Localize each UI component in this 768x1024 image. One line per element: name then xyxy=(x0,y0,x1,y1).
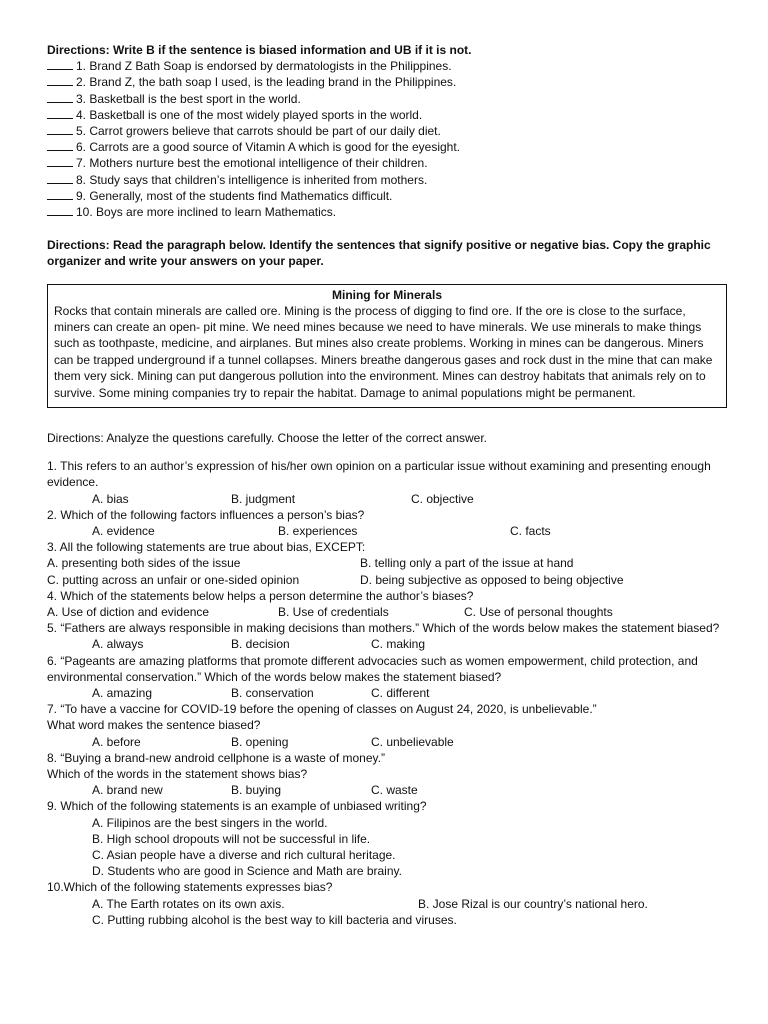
answer-blank xyxy=(47,172,73,184)
section1-items xyxy=(47,58,727,220)
option: D. Students who are good in Science and Math are brainy. xyxy=(92,864,402,879)
option: C. putting across an unfair or one-sided opinion xyxy=(47,572,300,587)
option: A. The Earth rotates on its own axis. xyxy=(92,896,285,911)
question-2: 2. Which of the following factors influences a person’s bias? xyxy=(47,507,365,522)
list-item: 6. Carrots are a good source of Vitamin A which is good for the eyesight. xyxy=(47,139,727,155)
list-item: 9. Generally, most of the students find Mathematics difficult. xyxy=(47,188,727,204)
option: B. Jose Rizal is our country’s national hero. xyxy=(418,896,648,911)
question-8-options xyxy=(47,782,727,798)
option: C. making xyxy=(371,637,426,652)
option: A. evidence xyxy=(92,524,155,539)
question-10-options xyxy=(47,896,727,912)
option: B. High school dropouts will not be successful in life. xyxy=(92,831,371,846)
option: B. judgment xyxy=(231,491,296,506)
question-6-options xyxy=(47,685,727,701)
question-7-prompt: What word makes the sentence biased? xyxy=(47,718,261,733)
answer-blank xyxy=(47,155,73,167)
option: C. different xyxy=(371,686,430,701)
section3-directions: Directions: Analyze the questions carefully. Choose the letter of the correct answer. xyxy=(47,431,488,446)
option: B. experiences xyxy=(278,524,358,539)
question-3-options-2 xyxy=(47,572,727,588)
answer-blank xyxy=(47,123,73,135)
option: C. Use of personal thoughts xyxy=(464,605,613,620)
question-8-prompt: Which of the words in the statement shows bias? xyxy=(47,767,308,782)
option: D. being subjective as opposed to being objective xyxy=(360,572,624,587)
question-5: 5. “Fathers are always responsible in making decisions than mothers.” Which of the words below makes the statement biased? xyxy=(47,621,720,636)
option: C. facts xyxy=(510,524,551,539)
section1-directions: Directions: Write B if the sentence is biased information and UB if it is not. xyxy=(47,43,472,57)
answer-blank xyxy=(47,139,73,151)
question-4-options xyxy=(47,604,727,620)
option: B. decision xyxy=(231,637,290,652)
answer-blank xyxy=(47,74,73,86)
option: B. Use of credentials xyxy=(278,605,389,620)
list-item: 7. Mothers nurture best the emotional intelligence of their children. xyxy=(47,155,727,171)
passage-text: Rocks that contain minerals are called ore. Mining is the process of digging to find ore. If the ore is close to the surface, miners can create an open- pit mine. We need mines because we need to have minerals. We use minerals to make things such as toothpaste, medicine, and airplanes. But mines also create problems. Working in mines can be dangerous. Miners can be trapped underground if a tunnel collapses. Miners breathe dangerous gases and rock dust in the mine that can make them very sick. Mining can put dangerous pollution into the environment. Mines can destroy habitats that animals rely on to survive. Some mining companies try to repair the habitat. Damage to animal populations might be permanent. xyxy=(54,303,713,400)
question-2-options xyxy=(47,523,727,539)
question-6: 6. “Pageants are amazing platforms that promote different advocacies such as women empowerment, child protection, and environmental conservation.” Which of the words below makes the statement biased? xyxy=(47,653,698,684)
question-4: 4. Which of the statements below helps a person determine the author’s biases? xyxy=(47,588,474,603)
list-item: 2. Brand Z, the bath soap I used, is the leading brand in the Philippines. xyxy=(47,74,727,90)
list-item: 5. Carrot growers believe that carrots should be part of our daily diet. xyxy=(47,123,727,139)
option: A. presenting both sides of the issue xyxy=(47,556,241,571)
answer-blank xyxy=(47,91,73,103)
option: A. brand new xyxy=(92,783,163,798)
option: B. telling only a part of the issue at hand xyxy=(360,556,574,571)
worksheet-page xyxy=(47,42,727,928)
passage-title: Mining for Minerals xyxy=(331,287,442,302)
answer-blank xyxy=(47,107,73,119)
option: A. Filipinos are the best singers in the world. xyxy=(92,815,328,830)
answer-blank xyxy=(47,58,73,70)
option: C. Putting rubbing alcohol is the best way to kill bacteria and viruses. xyxy=(92,912,457,927)
list-item: 1. Brand Z Bath Soap is endorsed by dermatologists in the Philippines. xyxy=(47,58,727,74)
question-1: 1. This refers to an author’s expression of his/her own opinion on a particular issue without examining and presenting enough evidence. xyxy=(47,459,711,490)
option: A. always xyxy=(92,637,144,652)
passage-box xyxy=(47,284,727,408)
list-item: 3. Basketball is the best sport in the world. xyxy=(47,91,727,107)
question-7: 7. “To have a vaccine for COVID-19 before the opening of classes on August 24, 2020, is unbelievable.” xyxy=(47,702,597,717)
question-3-options xyxy=(47,555,727,571)
option: A. amazing xyxy=(92,686,153,701)
answer-blank xyxy=(47,188,73,200)
option: B. opening xyxy=(231,734,289,749)
question-8: 8. “Buying a brand-new android cellphone is a waste of money.” xyxy=(47,750,385,765)
question-10: 10.Which of the following statements expresses bias? xyxy=(47,880,333,895)
question-1-options xyxy=(47,491,727,507)
option: C. objective xyxy=(411,491,474,506)
question-3: 3. All the following statements are true about bias, EXCEPT: xyxy=(47,540,366,555)
option: A. bias xyxy=(92,491,129,506)
question-9: 9. Which of the following statements is an example of unbiased writing? xyxy=(47,799,427,814)
option: C. unbelievable xyxy=(371,734,454,749)
option: B. buying xyxy=(231,783,282,798)
option: C. Asian people have a diverse and rich cultural heritage. xyxy=(92,848,396,863)
option: A. Use of diction and evidence xyxy=(47,605,210,620)
option: A. before xyxy=(92,734,141,749)
option: C. waste xyxy=(371,783,418,798)
list-item: 8. Study says that children’s intelligence is inherited from mothers. xyxy=(47,172,727,188)
section2-directions: Directions: Read the paragraph below. Identify the sentences that signify positive or negative bias. Copy the graphic organizer and write your answers on your paper. xyxy=(47,238,711,269)
answer-blank xyxy=(47,204,73,216)
question-5-options xyxy=(47,636,727,652)
list-item: 10. Boys are more inclined to learn Mathematics. xyxy=(47,204,727,220)
option: B. conservation xyxy=(231,686,314,701)
question-7-options xyxy=(47,734,727,750)
list-item: 4. Basketball is one of the most widely played sports in the world. xyxy=(47,107,727,123)
